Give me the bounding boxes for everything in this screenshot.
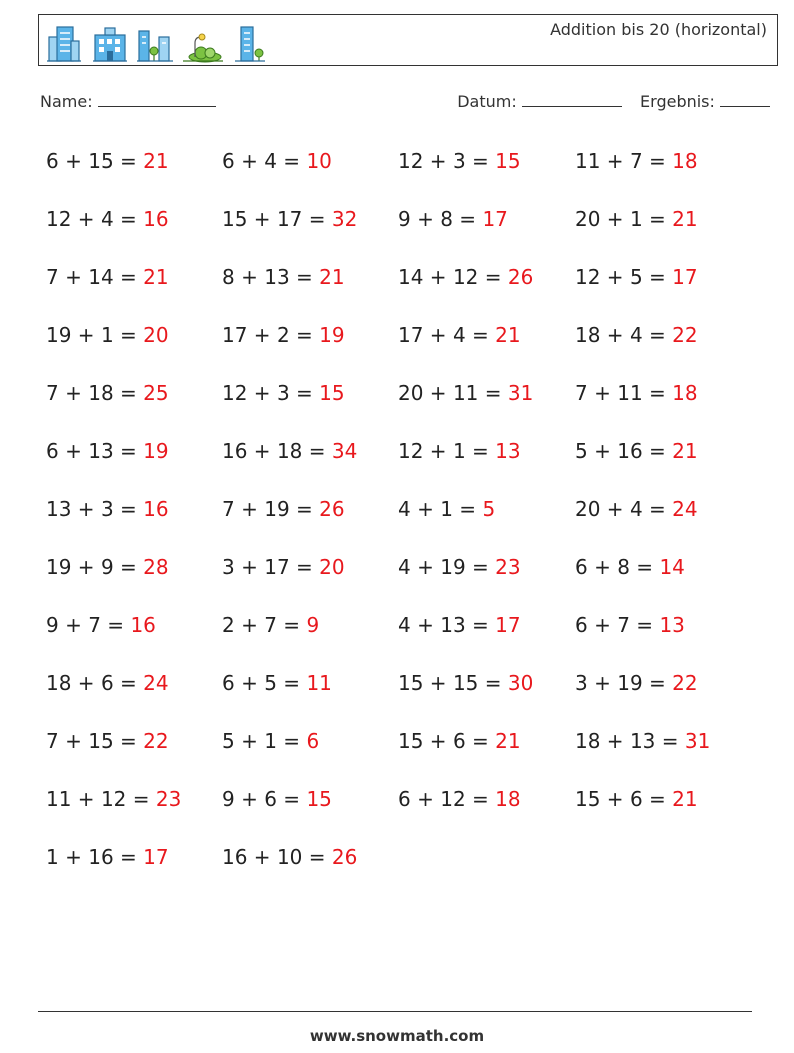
problem-equation: 6 + 7 =	[575, 613, 660, 637]
addend-b: 6	[629, 787, 643, 811]
addend-b: 17	[264, 555, 290, 579]
answer: 6	[306, 729, 320, 753]
addend-b: 5	[629, 265, 643, 289]
addend-a: 6	[46, 439, 59, 463]
addend-a: 6	[46, 149, 59, 173]
addend-a: 18	[46, 671, 72, 695]
addend-a: 13	[46, 497, 72, 521]
answer: 31	[507, 381, 534, 405]
problem-equation: 8 + 13 =	[222, 265, 320, 289]
addend-a: 7	[46, 381, 59, 405]
answer: 16	[143, 207, 169, 231]
addend-b: 12	[100, 787, 127, 811]
problem-item	[222, 427, 398, 485]
problem-equation: 4 + 19 =	[398, 555, 496, 579]
addend-a: 18	[575, 323, 601, 347]
addend-a: 3	[575, 671, 588, 695]
problem-item	[575, 717, 746, 775]
problem-item	[398, 775, 575, 833]
problem-equation: 14 + 12 =	[398, 265, 508, 289]
problem-item	[398, 717, 575, 775]
addend-a: 15	[575, 787, 601, 811]
addend-b: 11	[617, 381, 643, 405]
answer: 19	[143, 439, 169, 463]
addend-b: 13	[440, 613, 466, 637]
addend-a: 5	[222, 729, 235, 753]
addend-b: 1	[100, 323, 114, 347]
addend-a: 9	[398, 207, 411, 231]
answer: 15	[306, 787, 332, 811]
problem-equation: 7 + 19 =	[222, 497, 320, 521]
problem-equation: 18 + 6 =	[46, 671, 144, 695]
problem-equation: 2 + 7 =	[222, 613, 307, 637]
problem-item	[398, 659, 575, 717]
addend-a: 14	[398, 265, 424, 289]
problem-item	[46, 775, 222, 833]
addend-b: 15	[452, 671, 479, 695]
answer: 21	[672, 787, 698, 811]
addend-a: 16	[222, 845, 248, 869]
problem-equation: 17 + 4 =	[398, 323, 496, 347]
addend-a: 12	[575, 265, 601, 289]
answer: 18	[672, 149, 698, 173]
problem-equation: 7 + 14 =	[46, 265, 144, 289]
problem-item	[398, 427, 575, 485]
addend-a: 9	[46, 613, 59, 637]
answer: 18	[495, 787, 521, 811]
problem-item	[46, 253, 222, 311]
addend-a: 6	[398, 787, 411, 811]
answer: 21	[319, 265, 345, 289]
result-label: Ergebnis:	[640, 92, 715, 111]
addend-a: 6	[575, 613, 588, 637]
problem-equation: 4 + 1 =	[398, 497, 483, 521]
addend-a: 7	[46, 265, 59, 289]
addend-b: 19	[617, 671, 643, 695]
problem-equation: 6 + 8 =	[575, 555, 660, 579]
problem-item	[222, 659, 398, 717]
problem-item	[46, 195, 222, 253]
problem-equation: 6 + 15 =	[46, 149, 144, 173]
problem-equation: 12 + 1 =	[398, 439, 496, 463]
problem-equation: 6 + 12 =	[398, 787, 496, 811]
problem-equation: 16 + 10 =	[222, 845, 332, 869]
addend-b: 15	[88, 729, 114, 753]
addend-a: 17	[398, 323, 424, 347]
problem-item	[222, 369, 398, 427]
footer-url: www.snowmath.com	[309, 1027, 485, 1045]
problem-equation: 19 + 9 =	[46, 555, 144, 579]
problem-equation: 17 + 2 =	[222, 323, 320, 347]
problem-equation: 16 + 18 =	[222, 439, 332, 463]
answer: 22	[143, 729, 169, 753]
answer: 16	[143, 497, 169, 521]
addend-b: 13	[264, 265, 290, 289]
problem-item	[46, 369, 222, 427]
problem-item	[222, 311, 398, 369]
problem-equation: 15 + 15 =	[398, 671, 508, 695]
problem-item	[575, 601, 746, 659]
problem-item	[398, 543, 575, 601]
answer: 22	[672, 671, 698, 695]
addend-a: 19	[46, 323, 72, 347]
answer: 20	[319, 555, 345, 579]
problem-equation: 5 + 1 =	[222, 729, 307, 753]
header-icons	[45, 21, 269, 63]
addend-a: 20	[575, 497, 601, 521]
skyscraper-icon	[231, 23, 269, 63]
answer: 5	[482, 497, 496, 521]
addend-b: 7	[629, 149, 643, 173]
problem-equation: 11 + 12 =	[46, 787, 156, 811]
answer: 31	[684, 729, 711, 753]
addend-b: 13	[629, 729, 656, 753]
problem-item	[222, 601, 398, 659]
problem-item	[46, 427, 222, 485]
problem-equation: 6 + 4 =	[222, 149, 307, 173]
answer: 23	[155, 787, 182, 811]
addend-b: 1	[440, 497, 453, 521]
addend-b: 7	[88, 613, 101, 637]
problem-item	[575, 659, 746, 717]
addend-b: 16	[617, 439, 643, 463]
answer: 25	[143, 381, 169, 405]
answer: 22	[672, 323, 698, 347]
addend-b: 4	[629, 323, 643, 347]
addend-b: 11	[452, 381, 479, 405]
problem-equation: 12 + 4 =	[46, 207, 144, 231]
addend-a: 11	[46, 787, 72, 811]
addend-b: 8	[440, 207, 453, 231]
answer: 13	[659, 613, 685, 637]
addend-b: 14	[88, 265, 114, 289]
problem-grid	[46, 137, 746, 891]
answer: 14	[659, 555, 685, 579]
addend-b: 1	[629, 207, 643, 231]
answer: 21	[495, 729, 521, 753]
addend-b: 10	[276, 845, 303, 869]
worksheet-header	[38, 14, 778, 66]
problem-item	[222, 137, 398, 195]
addend-a: 6	[575, 555, 588, 579]
addend-b: 2	[276, 323, 290, 347]
problem-equation: 11 + 7 =	[575, 149, 673, 173]
addend-a: 2	[222, 613, 235, 637]
date-blank[interactable]	[522, 92, 622, 107]
addend-b: 3	[100, 497, 114, 521]
problem-item	[398, 137, 575, 195]
addend-a: 8	[222, 265, 235, 289]
problem-item	[398, 485, 575, 543]
addend-a: 9	[222, 787, 235, 811]
addend-a: 12	[398, 149, 424, 173]
addend-a: 7	[575, 381, 588, 405]
answer: 23	[495, 555, 521, 579]
addend-a: 17	[222, 323, 248, 347]
addend-b: 7	[617, 613, 630, 637]
problem-item	[398, 601, 575, 659]
addend-b: 3	[452, 149, 466, 173]
addend-a: 7	[222, 497, 235, 521]
problem-equation: 15 + 6 =	[575, 787, 673, 811]
problem-equation: 4 + 13 =	[398, 613, 496, 637]
addend-b: 18	[276, 439, 303, 463]
problem-equation: 9 + 8 =	[398, 207, 483, 231]
addend-a: 3	[222, 555, 235, 579]
answer: 32	[331, 207, 358, 231]
addend-b: 7	[264, 613, 277, 637]
problem-equation: 18 + 13 =	[575, 729, 685, 753]
answer: 34	[331, 439, 358, 463]
problem-item	[46, 659, 222, 717]
problem-item	[222, 717, 398, 775]
problem-equation: 15 + 17 =	[222, 207, 332, 231]
problem-item	[46, 833, 222, 891]
answer: 21	[672, 207, 698, 231]
addend-a: 20	[575, 207, 601, 231]
addend-a: 15	[222, 207, 248, 231]
result-blank[interactable]	[720, 92, 770, 107]
answer: 19	[319, 323, 345, 347]
answer: 21	[672, 439, 698, 463]
city-skyline-icon	[137, 23, 175, 63]
addend-b: 8	[617, 555, 630, 579]
answer: 13	[495, 439, 521, 463]
answer: 9	[306, 613, 320, 637]
answer: 28	[143, 555, 169, 579]
problem-item	[575, 775, 746, 833]
problem-equation: 13 + 3 =	[46, 497, 144, 521]
problem-item	[398, 253, 575, 311]
addend-a: 15	[398, 671, 424, 695]
addend-a: 6	[222, 149, 235, 173]
answer: 15	[495, 149, 521, 173]
problem-item	[575, 195, 746, 253]
answer: 11	[306, 671, 332, 695]
addend-b: 19	[440, 555, 466, 579]
addend-b: 12	[452, 265, 479, 289]
problem-equation: 20 + 11 =	[398, 381, 508, 405]
addend-b: 6	[452, 729, 466, 753]
problem-equation: 7 + 11 =	[575, 381, 673, 405]
addend-b: 12	[440, 787, 466, 811]
problem-equation: 9 + 6 =	[222, 787, 307, 811]
answer: 10	[306, 149, 332, 173]
problem-equation: 12 + 3 =	[222, 381, 320, 405]
problem-item	[222, 543, 398, 601]
addend-b: 4	[264, 149, 277, 173]
addend-b: 13	[88, 439, 114, 463]
problem-equation: 6 + 5 =	[222, 671, 307, 695]
addend-b: 4	[452, 323, 466, 347]
answer: 24	[672, 497, 698, 521]
addend-b: 1	[264, 729, 277, 753]
problem-item	[46, 601, 222, 659]
problem-item	[575, 427, 746, 485]
footer-divider	[38, 1011, 752, 1012]
problem-item	[398, 369, 575, 427]
problem-item	[46, 485, 222, 543]
addend-a: 19	[46, 555, 72, 579]
answer: 26	[319, 497, 345, 521]
problem-item	[398, 311, 575, 369]
problem-item	[222, 253, 398, 311]
apartment-building-icon	[91, 23, 129, 63]
problem-equation: 3 + 17 =	[222, 555, 320, 579]
problem-equation: 9 + 7 =	[46, 613, 131, 637]
answer: 17	[143, 845, 169, 869]
answer: 18	[672, 381, 698, 405]
addend-a: 4	[398, 555, 411, 579]
addend-a: 4	[398, 613, 411, 637]
addend-b: 1	[452, 439, 466, 463]
problem-equation: 12 + 3 =	[398, 149, 496, 173]
answer: 24	[143, 671, 169, 695]
answer: 26	[331, 845, 358, 869]
name-blank[interactable]	[98, 92, 216, 107]
problem-item	[398, 195, 575, 253]
problem-equation: 15 + 6 =	[398, 729, 496, 753]
addend-a: 4	[398, 497, 411, 521]
addend-a: 1	[46, 845, 59, 869]
problem-item	[575, 137, 746, 195]
addend-a: 18	[575, 729, 601, 753]
problem-equation: 7 + 15 =	[46, 729, 144, 753]
answer: 17	[672, 265, 698, 289]
addend-b: 15	[88, 149, 114, 173]
addend-a: 20	[398, 381, 424, 405]
answer: 21	[143, 149, 169, 173]
problem-item	[46, 311, 222, 369]
problem-item	[222, 485, 398, 543]
answer: 21	[495, 323, 521, 347]
answer: 20	[143, 323, 169, 347]
addend-a: 11	[575, 149, 601, 173]
problem-item	[575, 369, 746, 427]
problem-item	[575, 311, 746, 369]
problem-item	[575, 485, 746, 543]
answer: 17	[495, 613, 521, 637]
addend-b: 17	[276, 207, 303, 231]
answer: 15	[319, 381, 345, 405]
problem-equation: 19 + 1 =	[46, 323, 144, 347]
problem-equation: 12 + 5 =	[575, 265, 673, 289]
name-label: Name:	[40, 92, 93, 111]
problem-equation: 7 + 18 =	[46, 381, 144, 405]
addend-a: 6	[222, 671, 235, 695]
answer: 17	[482, 207, 508, 231]
problem-equation: 1 + 16 =	[46, 845, 144, 869]
answer: 26	[507, 265, 534, 289]
addend-b: 5	[264, 671, 277, 695]
problem-item	[46, 137, 222, 195]
problem-equation: 20 + 1 =	[575, 207, 673, 231]
addend-a: 12	[398, 439, 424, 463]
problem-equation: 6 + 13 =	[46, 439, 144, 463]
answer: 21	[143, 265, 169, 289]
addend-a: 7	[46, 729, 59, 753]
problem-item	[575, 543, 746, 601]
addend-b: 4	[629, 497, 643, 521]
addend-b: 19	[264, 497, 290, 521]
problem-item	[222, 195, 398, 253]
name-field	[40, 92, 216, 111]
park-icon	[183, 23, 223, 63]
office-building-icon	[45, 23, 83, 63]
problem-item	[222, 833, 398, 891]
problem-item	[222, 775, 398, 833]
worksheet-title: Addition bis 20 (horizontal)	[550, 20, 767, 39]
addend-b: 6	[264, 787, 277, 811]
addend-b: 9	[100, 555, 114, 579]
addend-a: 16	[222, 439, 248, 463]
addend-b: 18	[88, 381, 114, 405]
problem-equation: 20 + 4 =	[575, 497, 673, 521]
addend-a: 12	[222, 381, 248, 405]
addend-a: 12	[46, 207, 72, 231]
problem-equation: 5 + 16 =	[575, 439, 673, 463]
addend-b: 3	[276, 381, 290, 405]
addend-a: 5	[575, 439, 588, 463]
answer: 30	[507, 671, 534, 695]
date-label: Datum:	[457, 92, 517, 111]
problem-item	[46, 717, 222, 775]
addend-a: 15	[398, 729, 424, 753]
addend-b: 16	[88, 845, 114, 869]
answer: 16	[130, 613, 156, 637]
date-result-fields	[457, 92, 770, 111]
problem-equation: 3 + 19 =	[575, 671, 673, 695]
problem-item	[575, 253, 746, 311]
problem-item	[46, 543, 222, 601]
problem-equation: 18 + 4 =	[575, 323, 673, 347]
addend-b: 6	[100, 671, 114, 695]
addend-b: 4	[100, 207, 114, 231]
